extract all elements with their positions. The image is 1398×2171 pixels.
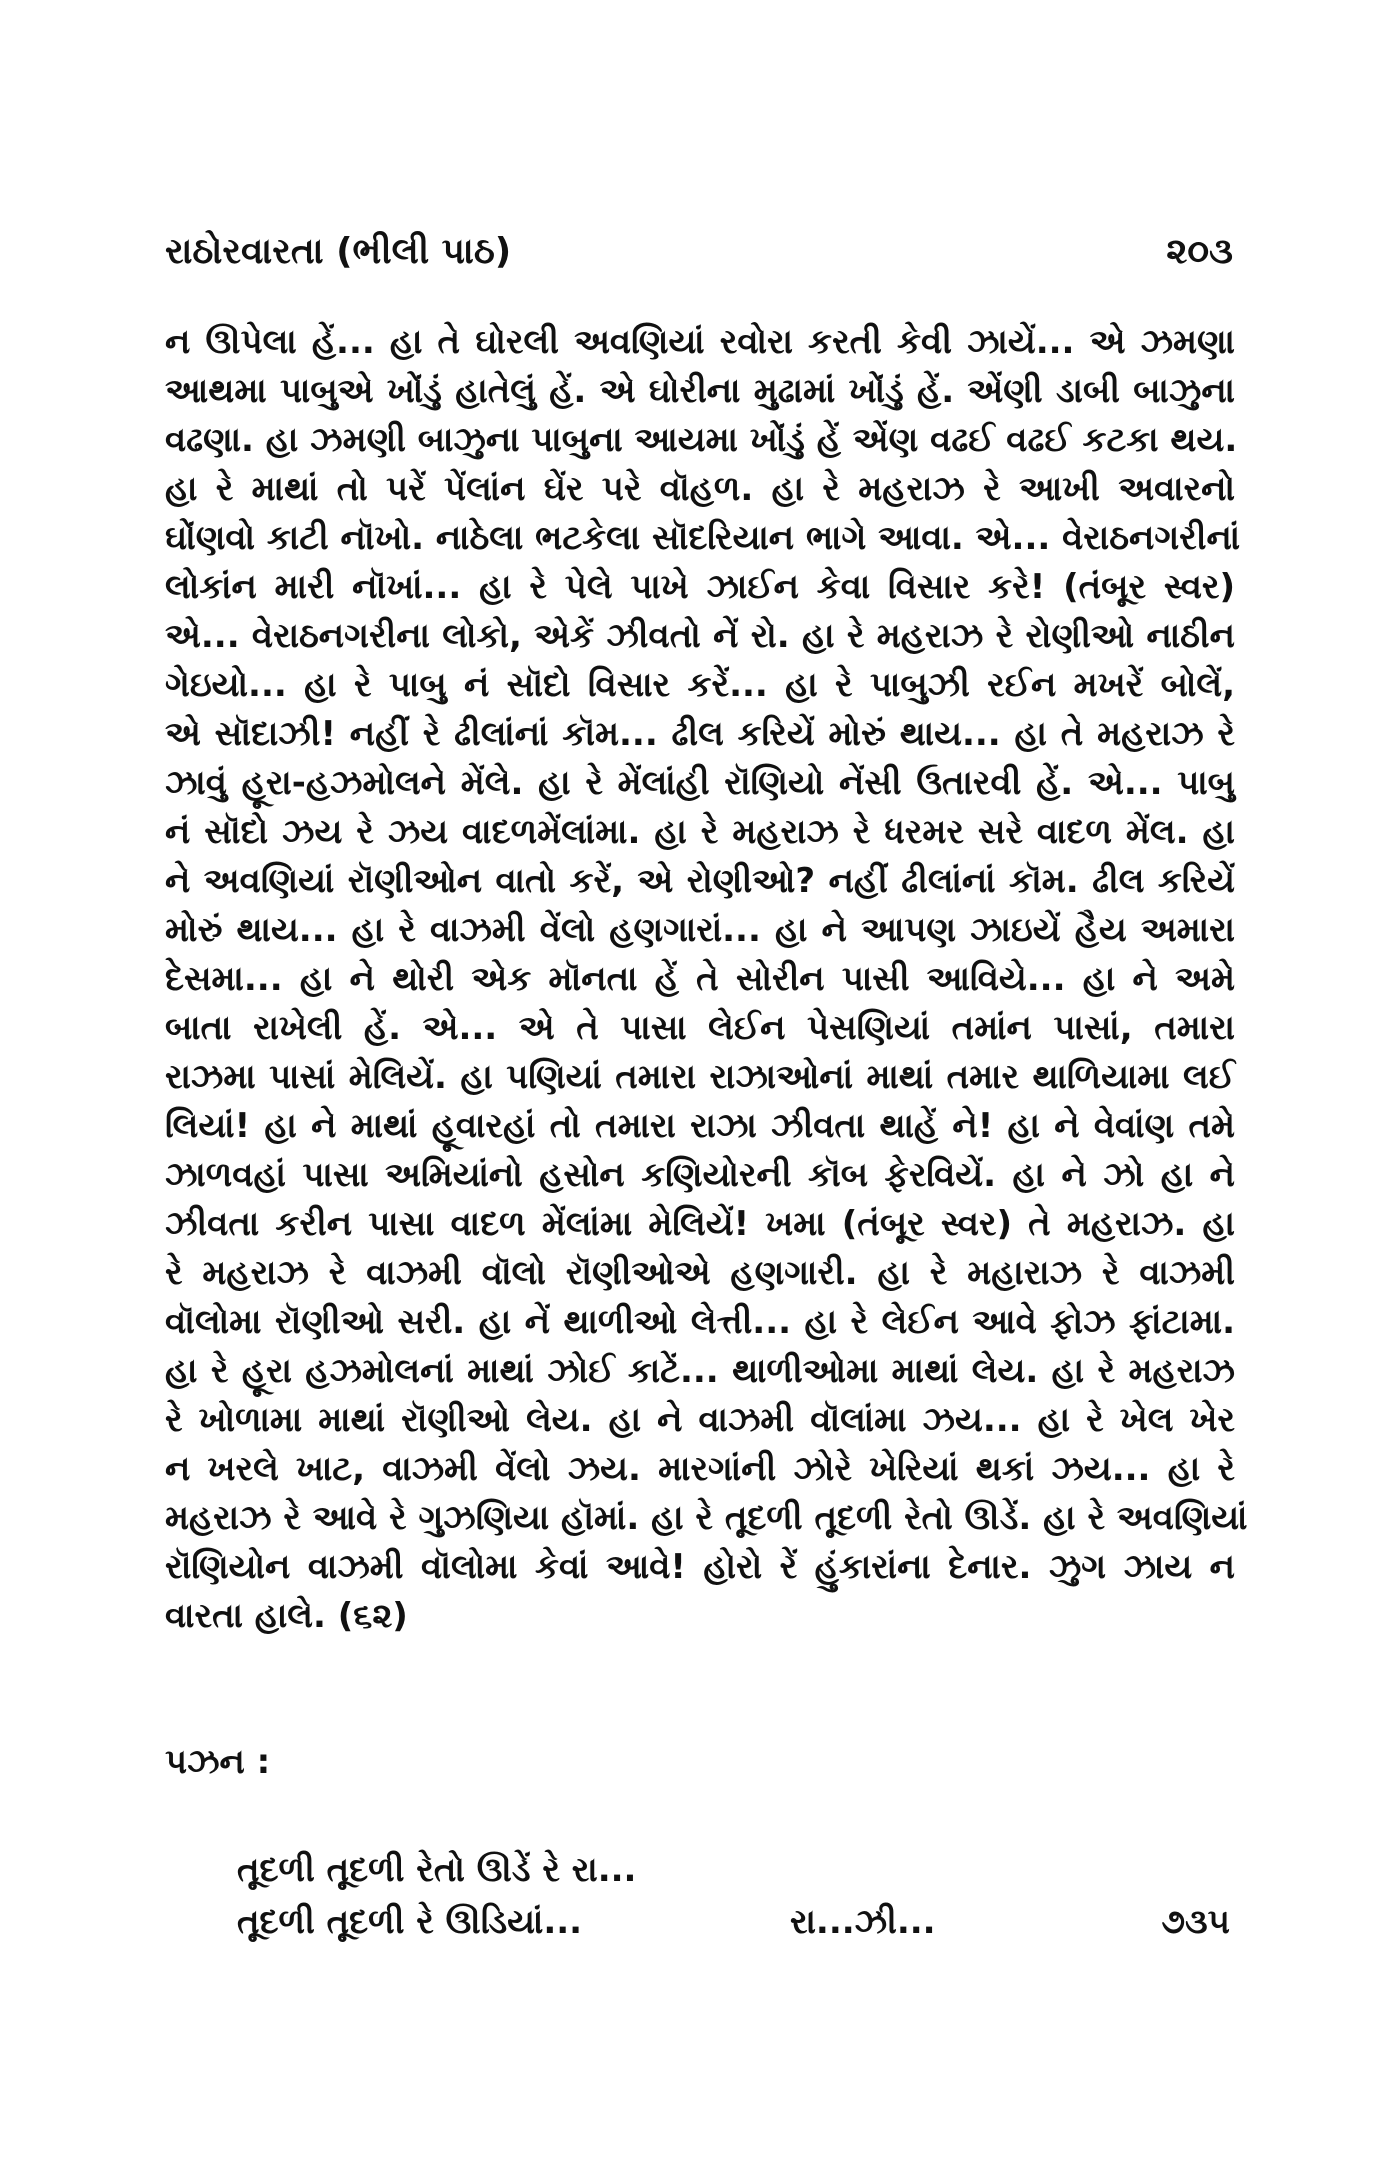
running-title: રાઠોરવારતા (ભીલી પાઠ) — [165, 231, 512, 272]
verse-line: તૂદળી તૂદળી રે ઊડિયાં... — [237, 1902, 583, 1942]
paragraph-line: હા રે માથાં તો પરેં પેંલાંન ઘેંર પરે વૉહળ. હા રે મહરાઝ રે આખી અવારનો — [165, 469, 1235, 509]
paragraph-line: ને અવણિયાં રૉણીઓન વાતો કરેં, એ રોણીઓ? નહીં ઢીલાંનાં કૉમ. ઢીલ કરિયેં — [165, 861, 1235, 901]
paragraph-line: ઘોંણવો કાટી નૉખો. નાઠેલા ભટકેલા સૉદરિયાન ભાગે આવા. એ... વેરાઠનગરીનાં — [165, 518, 1241, 558]
paragraph-line: રે ખોળામા માથાં રૉણીઓ લેય. હા ને વાઝમી વૉલાંમા ઝય... હા રે ખેલ ખેર — [165, 1400, 1235, 1440]
page-number: ૨૦૩ — [1166, 231, 1233, 272]
paragraph-line: લોકાંન મારી નૉખાં... હા રે પેલે પાખે ઝાઈન કેવા વિસાર કરે! (તંબૂર સ્વર) — [165, 567, 1235, 607]
paragraph-line: મહરાઝ રે આવે રે ગુઝણિયા હૉમાં. હા રે તૂદળી તૂદળી રેતો ઊડેં. હા રે અવણિયાં — [165, 1498, 1248, 1538]
verse-number: ૭૩૫ — [1161, 1902, 1230, 1942]
paragraph-line: ઝાવું હૂરા-હઝમોલને મેંલે. હા રે મેંલાંહી રૉણિયો નેંસી ઉતારવી હેં. એ... પાબુ — [165, 763, 1235, 803]
paragraph-line: બાતા રાખેલી હેં. એ... એ તે પાસા લેઈન પેસણિયાં તમાંન પાસાં, તમારા — [165, 1008, 1235, 1048]
paragraph-line: એ... વેરાઠનગરીના લોકો, એકેં ઝીવતો નેં રો. હા રે મહરાઝ રે રોણીઓ નાઠીન — [165, 616, 1235, 656]
verse-refrain: રા...ઝી... — [790, 1902, 936, 1942]
paragraph-line: ઝાળવહાં પાસા અમિયાંનો હસોન કણિયોરની કૉબ ફેરવિયેં. હા ને ઝો હા ને — [165, 1155, 1235, 1195]
paragraph-line: એ સૉદાઝી! નહીં રે ઢીલાંનાં કૉમ... ઢીલ કરિયેં મોરું થાય... હા તે મહરાઝ રે — [165, 714, 1235, 754]
paragraph-line: વઢણા. હા ઝમણી બાઝુના પાબુના આયમા ખોંડું હેં એંણ વઢઈ વઢઈ કટકા થય. — [165, 420, 1238, 460]
paragraph-line: ન ઊપેલા હેં... હા તે ઘોરલી અવણિયાં રવોરા કરતી કેવી ઝાયેં... એ ઝમણા — [165, 322, 1235, 362]
paragraph-line: મોરું થાય... હા રે વાઝમી વેંલો હણગારાં... હા ને આપણ ઝાઇયેં હૈય અમારા — [165, 910, 1235, 950]
paragraph-line: ઝીવતા કરીન પાસા વાદળ મેંલાંમા મેલિયેં! ખમા (તંબૂર સ્વર) તે મહરાઝ. હા — [165, 1204, 1235, 1244]
story-paragraph — [165, 318, 1248, 1641]
paragraph-line: લિયાં! હા ને માથાં હૂવારહાં તો તમારા રાઝા ઝીવતા થાહેં ને! હા ને વેવાંણ તમે — [165, 1106, 1235, 1146]
paragraph-line: રૉણિયોન વાઝમી વૉલોમા કેવાં આવે! હોરો રેં હુંકારાંના દેનાર. ઝુગ ઝાય ન — [165, 1547, 1235, 1587]
paragraph-line: નં સૉદો ઝય રે ઝય વાદળમેંલાંમા. હા રે મહરાઝ રે ધરમર સરે વાદળ મેંલ. હા — [165, 812, 1235, 852]
paragraph-line: વારતા હાલે. (૬૨) — [165, 1596, 408, 1636]
paragraph-line: રે મહરાઝ રે વાઝમી વૉલો રૉણીઓએ હણગારી. હા રે મહારાઝ રે વાઝમી — [165, 1253, 1235, 1293]
paragraph-line: ન ખરલે ખાટ, વાઝમી વેંલો ઝય. મારગાંની ઝોરે ખેરિયાં થકાં ઝય... હા રે — [165, 1449, 1235, 1489]
paragraph-line: ગેઇયો... હા રે પાબુ નં સૉદો વિસાર કરેં... હા રે પાબુઝી રઈન મખરેં બોલેં, — [165, 665, 1235, 705]
paragraph-line: વૉલોમા રૉણીઓ સરી. હા નેં થાળીઓ લેત્તી... હા રે લેઈન આવે ફોઝ ફાંટામા. — [165, 1302, 1235, 1342]
paragraph-line: હા રે હૂરા હઝમોલનાં માથાં ઝોઈ કાટેં... થાળીઓમા માથાં લેય. હા રે મહરાઝ — [165, 1351, 1235, 1391]
paragraph-line: રાઝમા પાસાં મેલિયેં. હા પણિયાં તમારા રાઝાઓનાં માથાં તમાર થાળિયામા લઈ — [165, 1057, 1235, 1097]
paragraph-line: આથમા પાબુએ ખોંડું હાતેલું હેં. એ ઘોરીના મુઢામાં ખોંડું હેં. એંણી ડાબી બાઝુના — [165, 371, 1235, 411]
section-label: પઝન : — [165, 1742, 271, 1782]
verse-line: તૂદળી તૂદળી રેતો ઊડેં રે રા... — [237, 1850, 637, 1890]
running-header — [165, 222, 1233, 282]
paragraph-line: દેસમા... હા ને થોરી એક મૉનતા હેં તે સોરીન પાસી આવિયે... હા ને અમે — [165, 959, 1235, 999]
